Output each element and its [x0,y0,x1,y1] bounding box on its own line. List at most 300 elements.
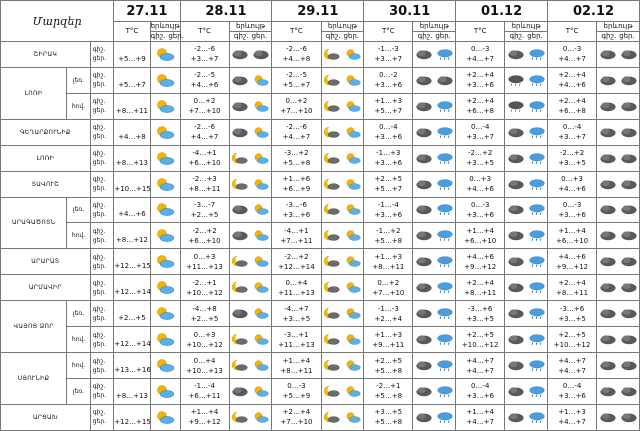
moon-cloud-icon [323,384,341,399]
sun-cloud-icon [344,47,362,62]
rain-icon [436,228,454,243]
temperature-day: +10…+13 [186,366,223,375]
cloud-icon [599,254,617,269]
temperature-day: +8…+11 [280,366,313,375]
temperature-night: -4…+1 [192,149,217,158]
weather-label: երևույթ [322,22,364,32]
weather-icon-cell [150,275,180,301]
temperature-cell [364,67,413,93]
moon-cloud-icon [231,410,249,425]
night-day-cell [90,378,114,404]
temperature-cell [272,378,321,404]
subregion-name: լեռ. [67,301,91,327]
temperature-night: -1…-4 [194,382,216,391]
temperature-day: +2…+5 [190,210,219,219]
rain-icon [528,202,546,217]
temperature-night: -3…+2 [284,149,309,158]
night-day-labels [150,32,184,41]
moon-cloud-icon [323,410,341,425]
weather-icon-cell [413,249,456,275]
night-day-labels [413,32,455,41]
night-day-cell [90,171,114,197]
sun-cloud-icon [154,125,176,140]
day-label: ցեր. [343,32,360,40]
sun-cloud-icon [344,306,362,321]
temperature-cell [548,353,597,379]
temperature-cell [456,42,505,68]
weather-col-header [150,22,184,42]
temperature-cell [364,171,413,197]
temperature-cell [180,93,229,119]
cloud-icon [415,280,433,295]
temperature-night: +1…+4 [558,226,586,235]
cloud-icon [415,151,433,166]
day-abbr: ցեր. [92,236,107,244]
rain-icon [528,99,546,114]
weather-icon-cell [150,197,180,223]
moon-cloud-icon [323,73,341,88]
region-name: ԼՈՌԻ [1,145,91,171]
weather-icon-cell [321,223,364,249]
weather-label: երևույթ [597,22,639,32]
sun-cloud-icon [344,125,362,140]
temperature-cell [180,353,229,379]
cloud-icon [620,384,638,399]
temperature-day: +5…+7 [118,80,146,89]
rain-icon [528,358,546,373]
sun-cloud-icon [154,99,176,114]
sun-cloud-icon [154,384,176,399]
temperature-cell [114,404,150,430]
rain-icon [528,306,546,321]
temperature-cell [548,119,597,145]
subregion-name: հով. [67,353,91,379]
weather-icon-cell [413,353,456,379]
region-name: ԱՐԱՐԱՏ [1,249,91,275]
weather-icon-cell [413,275,456,301]
cloud-icon [599,280,617,295]
rain-icon [436,358,454,373]
cloud-icon [507,47,525,62]
cloud-icon [231,73,249,88]
temperature-cell [180,67,229,93]
temperature-night: 0…+3 [193,252,216,261]
weather-icon-cell [229,197,272,223]
weather-icon-cell [413,42,456,68]
temperature-night: +3…+5 [374,408,403,417]
rain-icon [528,73,546,88]
cloud-icon [415,358,433,373]
temperature-day: +8…+12 [115,236,148,245]
subregion-name: լեռ. [67,197,91,223]
temperature-day: +3…+5 [466,314,495,323]
temperature-night: 0…+2 [377,278,400,287]
temperature-cell [364,42,413,68]
temperature-night: 0…-4 [470,382,490,391]
sun-cloud-icon [344,99,362,114]
sun-cloud-icon [252,177,270,192]
temperature-night: -2…-5 [285,71,307,80]
temperature-night: -2…+2 [284,252,309,261]
temperature-day: +6…+10 [188,236,221,245]
cloud-icon [436,73,454,88]
temperature-day: +2…+4 [374,314,403,323]
day-abbr: ցեր. [92,314,107,322]
cloud-icon [507,280,525,295]
night-day-labels [230,32,272,41]
weather-icon-cell [597,93,640,119]
cloud-icon [415,384,433,399]
region-name: ԱՐԱԳԱԾՈՏՆ [1,197,67,249]
date-header: 30.11 [364,1,456,22]
temperature-cell [272,223,321,249]
temperature-night: +1…+6 [282,175,311,184]
sun-cloud-icon [344,202,362,217]
cloud-icon [415,410,433,425]
temperature-day: +3…+6 [558,392,586,401]
temperature-night: +1…+4 [190,408,219,417]
day-label: ցեր. [168,32,184,40]
temperature-day: +3…+6 [374,81,403,90]
night-abbr: գիշ. [92,46,106,54]
weather-icon-cell [597,67,640,93]
weather-icon-cell [597,249,640,275]
temperature-day: +7…+10 [280,107,313,116]
temperature-night: 0…-3 [562,45,582,54]
temperature-cell [548,197,597,223]
cloud-icon [231,306,249,321]
day-label: ցեր. [527,32,543,40]
temperature-day: +8…+13 [115,391,148,400]
weather-col-header [229,22,272,42]
temperature-night: +2…+4 [558,278,586,287]
weather-icon-cell [597,301,640,327]
cloud-icon [231,125,249,140]
temperature-day: +3…+6 [374,133,403,142]
sun-cloud-icon [154,332,176,347]
night-abbr: գիշ. [92,331,106,339]
cloud-icon [620,254,638,269]
temperature-cell [364,119,413,145]
weather-label: երևույթ [413,22,455,32]
cloud-icon [599,99,617,114]
temperature-cell [364,378,413,404]
temperature-night: -4…+1 [284,226,309,235]
cloud-icon [507,306,525,321]
subregion-name: հով. [67,327,91,353]
cloud-icon [599,332,617,347]
temperature-cell [456,93,505,119]
cloud-icon [252,47,270,62]
temperature-night: -2…+1 [376,382,401,391]
moon-cloud-icon [323,358,341,373]
temperature-night: 0…+3 [561,175,583,184]
weather-icon-cell [321,119,364,145]
weather-icon-cell [150,353,180,379]
night-abbr: գիշ. [92,72,106,80]
day-abbr: ցեր. [92,210,107,218]
weather-icon-cell [229,42,272,68]
temperature-cell [364,249,413,275]
rain-icon [436,306,454,321]
weather-icon-cell [321,67,364,93]
sun-cloud-icon [252,410,270,425]
weather-icon-cell [413,93,456,119]
temperature-cell [364,223,413,249]
weather-icon-cell [321,42,364,68]
night-abbr: գիշ. [92,150,106,158]
storm-icon [507,99,525,114]
weather-icon-cell [597,353,640,379]
table-row [1,327,640,353]
temperature-cell [456,301,505,327]
temperature-night: -1…+3 [376,149,401,158]
cloud-icon [415,306,433,321]
weather-icon-cell [150,67,180,93]
temperature-cell [180,301,229,327]
temperature-night: 0…+2 [285,97,308,106]
temperature-day: +12…+14 [114,340,151,349]
temperature-night: -3…-6 [285,200,307,209]
temperature-night: 0…-4 [562,123,582,132]
cloud-icon [620,306,638,321]
table-row [1,404,640,430]
temperature-night: 0…-3 [470,45,490,54]
temperature-cell [456,171,505,197]
weather-icon-cell [150,145,180,171]
temperature-cell [272,171,321,197]
sun-cloud-icon [252,280,270,295]
temperature-day: +9…+12 [464,262,497,271]
temperature-day: +8…+11 [115,106,148,115]
cloud-icon [507,125,525,140]
night-abbr: գիշ. [92,383,106,391]
date-header: 01.12 [456,1,548,22]
temperature-cell [180,223,229,249]
weather-icon-cell [597,42,640,68]
cloud-icon [507,384,525,399]
rain-icon [436,384,454,399]
temperature-night: -2…-6 [194,123,216,132]
weather-icon-cell [505,171,548,197]
cloud-icon [599,177,617,192]
night-day-cell [90,42,114,68]
cloud-icon [415,332,433,347]
weather-icon-cell [505,223,548,249]
temp-col-header: T°C [456,22,505,42]
rain-icon [528,125,546,140]
temperature-day: +9…+12 [556,262,589,271]
temperature-day: +13…+16 [114,366,151,375]
temperature-day: +4…+6 [118,210,146,219]
weather-icon-cell [150,223,180,249]
moon-cloud-icon [323,228,341,243]
night-label: գիշ. [150,32,166,40]
cloud-icon [620,151,638,166]
weather-icon-cell [150,249,180,275]
cloud-icon [507,151,525,166]
moon-cloud-icon [323,177,341,192]
weather-icon-cell [321,301,364,327]
temperature-day: +2…+5 [190,314,219,323]
cloud-icon [599,410,617,425]
temperature-night: +2…+4 [466,97,495,106]
temp-col-header: T°C [180,22,229,42]
rain-icon [528,332,546,347]
day-abbr: ցեր. [92,288,107,296]
cloud-icon [599,306,617,321]
temperature-day: +3…+7 [466,133,495,142]
cloud-icon [415,47,433,62]
night-abbr: գիշ. [92,124,106,132]
temperature-day: +10…+12 [186,288,223,297]
night-abbr: գիշ. [92,176,106,184]
temperature-night: -3…-7 [194,200,216,209]
temperature-day: +7…+10 [188,107,221,116]
temperature-night: +2…+4 [466,278,495,287]
night-day-cell [90,93,114,119]
temperature-day: +7…+10 [372,288,405,297]
night-label: գիշ. [601,32,617,40]
weather-icon-cell [150,119,180,145]
sun-cloud-icon [344,358,362,373]
cloud-icon [599,358,617,373]
temperature-cell [114,378,150,404]
cloud-icon [231,99,249,114]
rain-icon [528,228,546,243]
temperature-cell [114,327,150,353]
table-row [1,171,640,197]
temperature-day: +6…+10 [188,159,221,168]
sun-cloud-icon [252,151,270,166]
weather-label: երևույթ [505,22,547,32]
temperature-day: +4…+7 [190,133,219,142]
cloud-icon [599,384,617,399]
date-header: 28.11 [180,1,272,22]
temperature-night: -2…-6 [285,123,307,132]
night-abbr: գիշ. [92,409,106,417]
sun-cloud-icon [344,73,362,88]
temperature-night: +1…+4 [282,356,311,365]
temperature-night: -2…+2 [192,226,217,235]
weather-icon-cell [505,327,548,353]
temperature-cell [180,119,229,145]
weather-icon-cell [229,67,272,93]
rain-icon [436,410,454,425]
temperature-cell [456,275,505,301]
temperature-day: +6…+10 [556,236,589,245]
temperature-night: +4…+6 [558,252,586,261]
region-name: ԳԵՂԱՐՔՈՒՆԻՔ [1,119,91,145]
table-row [1,145,640,171]
rain-icon [436,125,454,140]
cloud-icon [620,73,638,88]
day-abbr: ցեր. [92,418,107,426]
temperature-day: +5…+9 [118,54,146,63]
temperature-night: 0…-3 [287,382,306,391]
temperature-night: +4…+7 [466,356,495,365]
rain-icon [528,47,546,62]
region-name: ՏԱՎՈՒՇ [1,171,91,197]
temperature-cell [456,67,505,93]
weather-icon-cell [321,171,364,197]
weather-icon-cell [597,275,640,301]
weather-icon-cell [150,327,180,353]
temperature-cell [272,275,321,301]
temperature-cell [548,223,597,249]
weather-icon-cell [321,197,364,223]
day-abbr: ցեր. [92,185,107,193]
weather-icon-cell [505,404,548,430]
weather-icon-cell [597,404,640,430]
temperature-night: -2…+2 [468,149,493,158]
temperature-day: +10…+15 [114,184,151,193]
temperature-day: +5…+9 [282,392,311,401]
temperature-cell [114,249,150,275]
weather-icon-cell [505,249,548,275]
temp-col-header: T°C [272,22,321,42]
cloud-icon [620,280,638,295]
weather-icon-cell [321,145,364,171]
sun-cloud-icon [154,47,176,62]
weather-icon-cell [321,249,364,275]
night-day-labels [322,32,364,41]
temperature-cell [456,378,505,404]
temperature-cell [364,197,413,223]
temperature-day: +3…+7 [558,133,586,142]
temperature-day: +9…+11 [372,340,405,349]
sun-cloud-icon [252,202,270,217]
day-abbr: ցեր. [92,366,107,374]
temperature-day: +11…+13 [278,340,315,349]
temperature-night: +2…+4 [466,71,495,80]
sun-cloud-icon [252,332,270,347]
temperature-cell [456,249,505,275]
weather-icon-cell [597,197,640,223]
sun-cloud-icon [252,228,270,243]
weather-icon-cell [505,93,548,119]
cloud-icon [231,47,249,62]
temperature-night: -2…+1 [192,278,217,287]
moon-cloud-icon [231,358,249,373]
temperature-night: +4…+6 [466,252,495,261]
temperature-night: +1…+4 [466,408,495,417]
temperature-night: 0…+4 [285,278,308,287]
weather-icon-cell [229,353,272,379]
temperature-day: +3…+7 [190,55,219,64]
rain-icon [436,99,454,114]
day-abbr: ցեր. [92,340,107,348]
cloud-icon [620,410,638,425]
moon-cloud-icon [323,151,341,166]
cloud-icon [620,358,638,373]
weather-label: երևույթ [230,22,272,32]
temperature-night: -1…-3 [377,304,399,313]
weather-col-header [321,22,364,42]
temperature-day: +4…+7 [466,366,495,375]
temperature-night: 0…-4 [562,382,582,391]
temperature-day: +3…+6 [374,210,403,219]
cloud-icon [507,177,525,192]
temperature-night: 0…-3 [562,200,582,209]
temperature-cell [114,67,150,93]
day-abbr: ցեր. [92,262,107,270]
sun-cloud-icon [344,280,362,295]
temperature-cell [180,327,229,353]
temperature-night: +1…+4 [466,226,495,235]
weather-icon-cell [505,197,548,223]
night-abbr: գիշ. [92,201,106,209]
